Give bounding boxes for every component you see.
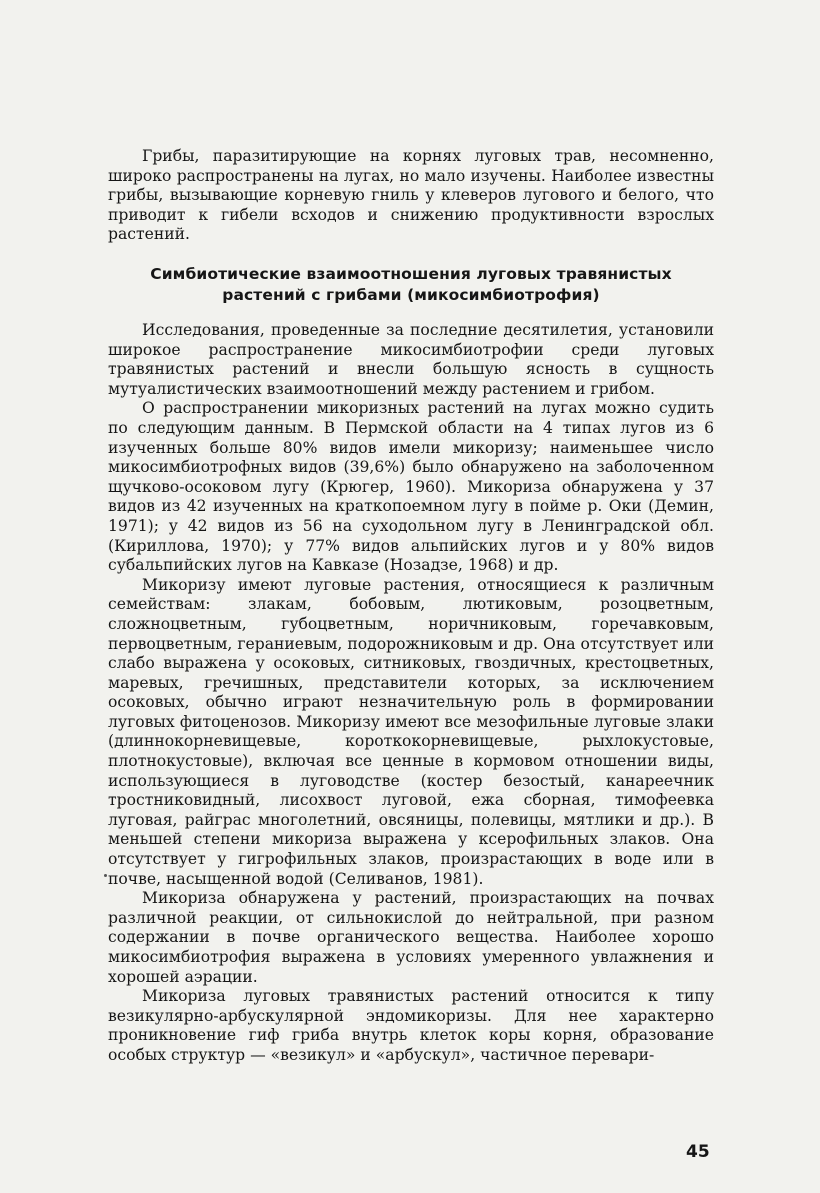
intro-text: [108, 147, 714, 245]
section-heading: [108, 264, 714, 306]
section-heading-line-2: растений с грибами (микосимбиотрофия): [222, 286, 600, 304]
body-paragraph: Микориза обнаружена у растений, произрастающих на почвах различной реакции, от сильнокислой до нейтральной, при разном содержании в почве органического вещества. Наиболее хорошо микосимбиотрофия выражена в условиях умеренного увлажнения и хорошей аэрации.: [108, 889, 714, 986]
scan-speck: [104, 874, 107, 877]
page-number: 45: [686, 1142, 710, 1162]
body-paragraph: Микоризу имеют луговые растения, относящиеся к различным семействам: злакам, бобовым, лютиковым, розоцветным, сложноцветным, губоцветным, норичниковым, горечавковым, первоцветным, гераниевым, подорожниковым и др. Она отсутствует или слабо выражена у осоковых, ситниковых, гвоздичных, крестоцветных, маревых, гречишных, представители которых, за исключением осоковых, обычно играют незначительную роль в формировании луговых фитоценозов. Микоризу имеют все мезофильные луговые злаки (длиннокорневищевые, короткокорневищевые, рыхлокустовые, плотнокустовые), включая все ценные в кормовом отношении виды, использующиеся в луговодстве (костер безостый, канареечник тростниковидный, лисохвост луговой, ежа сборная, тимофеевка луговая, райграс многолетний, овсяницы, полевицы, мятлики и др.). В меньшей степени микориза выражена у ксерофильных злаков. Она отсутствует у гигрофильных злаков, произрастающих в воде или в почве, насыщенной водой (Селиванов, 1981).: [108, 575, 714, 888]
intro-paragraph: Грибы, паразитирующие на корнях луговых трав, несомненно, широко распространены на лугах, но мало изучены. Наиболее известны грибы, вызывающие корневую гниль у клеверов лугового и белого, что приводит к гибели всходов и снижению продуктивности взрослых растений.: [108, 147, 714, 244]
body-paragraph: О распространении микоризных растений на лугах можно судить по следующим данным. В Пермской области на 4 типах лугов из 6 изученных больше 80% видов имели микоризу; наименьшее число микосимбиотрофных видов (39,6%) было обнаружено на заболоченном щучково-осоковом лугу (Крюгер, 1960). Микориза обнаружена у 37 видов из 42 изученных на краткопоемном лугу в пойме р. Оки (Демин, 1971); у 42 видов из 56 на суходольном лугу в Ленинградской обл. (Кириллова, 1970); у 77% видов альпийских лугов и у 80% видов субальпийских лугов на Кавказе (Нозадзе, 1968) и др.: [108, 399, 714, 575]
body-paragraph: Микориза луговых травянистых растений относится к типу везикулярно-арбускулярной эндомикоризы. Для нее характерно проникновение гиф гриба внутрь клеток коры корня, образование особых структур — «везикул» и «арбускул», частичное перевари-: [108, 987, 714, 1064]
body-paragraph: Исследования, проведенные за последние десятилетия, установили широкое распространение микосимбиотрофии среди луговых травянистых растений и внесли большую ясность в сущность мутуалистических взаимоотношений между растением и грибом.: [108, 321, 714, 398]
section-heading-line-1: Симбиотические взаимоотношения луговых травянистых: [150, 265, 672, 283]
body-text: [108, 321, 714, 1066]
